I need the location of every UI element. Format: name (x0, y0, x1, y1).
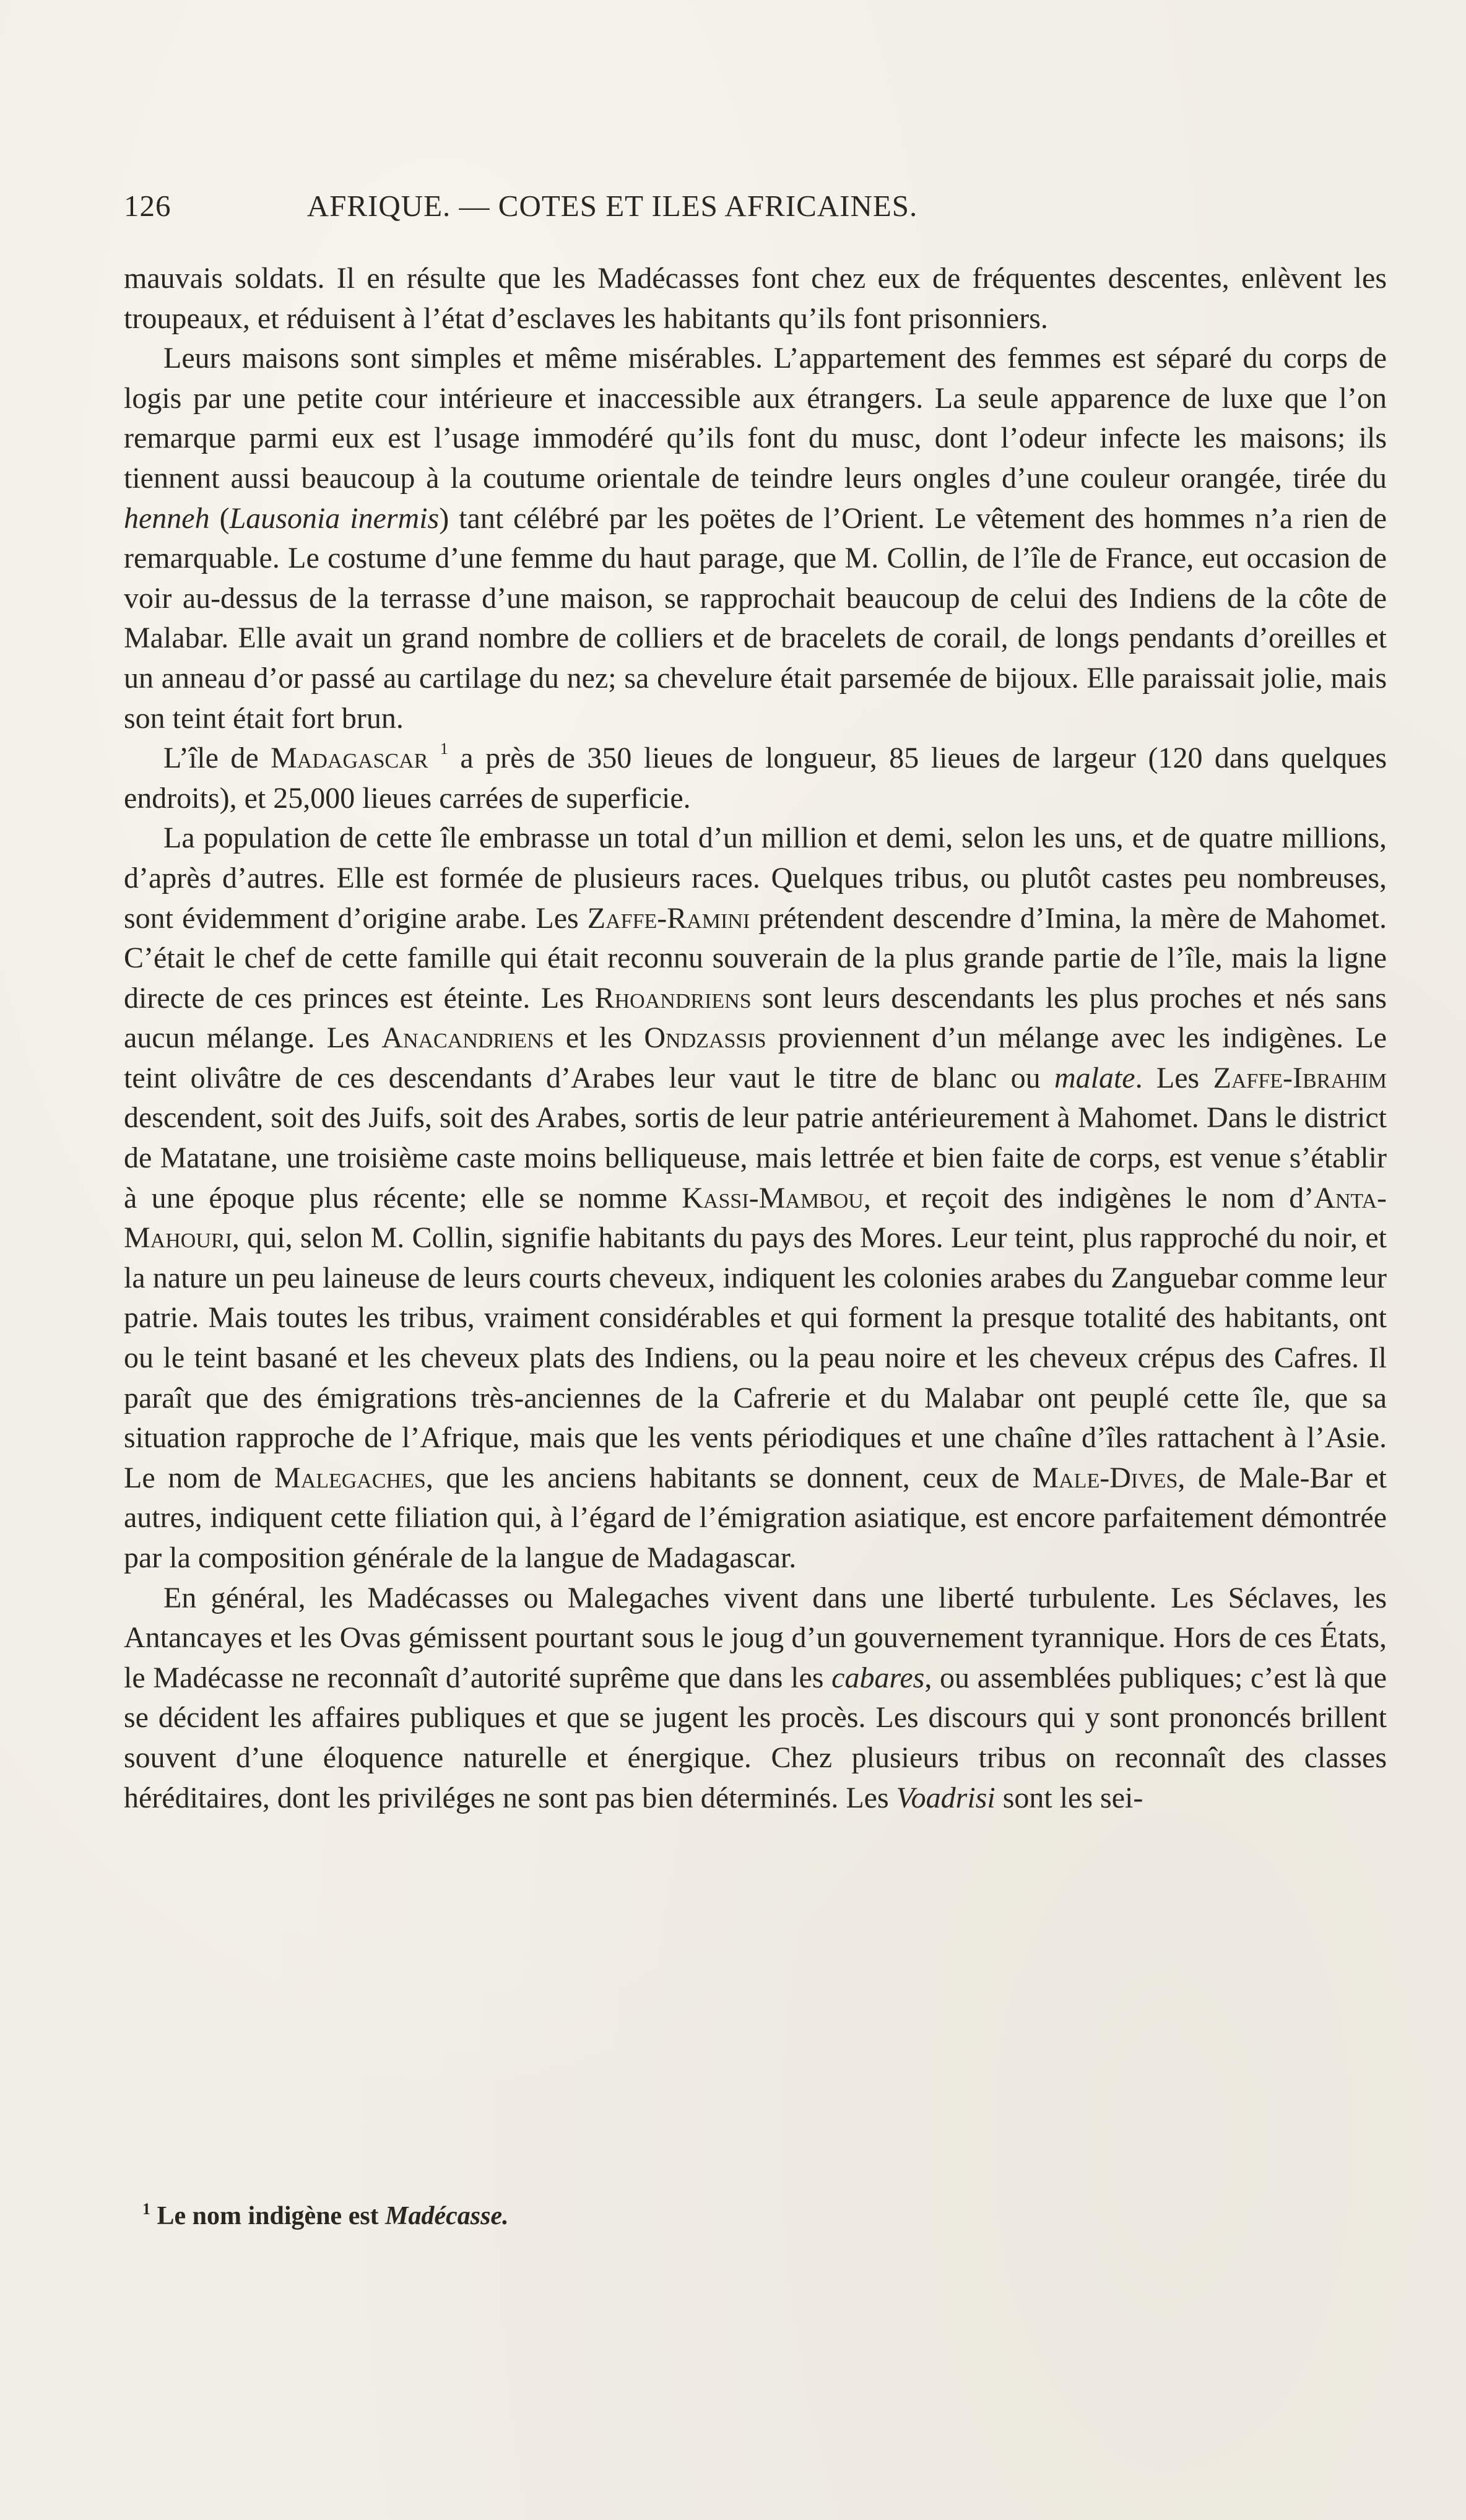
paragraph-3: L’île de Madagascar $^1$ a près de 350 lieues de longueur, 85 lieues de largeur (120 dans quelques endroits), et 25,000 lieues carrées de superficie. (124, 740, 1387, 815)
term-madagascar: Madagascar (271, 742, 428, 775)
footnote-term: Madécasse. (385, 2202, 509, 2230)
term-henneh: henneh (124, 501, 210, 535)
footnote-reference: 1 (440, 740, 448, 758)
term-kassi-mambou: Kassi-Mambou (682, 1181, 864, 1215)
page-number: 126 (124, 189, 171, 223)
running-title: AFRIQUE. — COTES ET ILES AFRICAINES. (306, 189, 918, 223)
term-lausonia-inermis: Lausonia inermis (229, 501, 440, 535)
term-malegaches: Malegaches (274, 1461, 426, 1494)
footnote-marker: 1 (142, 2200, 150, 2218)
term-zaffe-ibrahim: Zaffe-Ibrahim (1213, 1061, 1387, 1094)
paragraph-1: mauvais soldats. Il en résulte que les Madécasses font chez eux de fréquentes descentes, enlèvent les troupeaux, et réduisent à l’état d’esclaves les habitants qu’ils font prisonniers. (124, 262, 1387, 335)
term-cabares: cabares (831, 1661, 925, 1694)
footnote (142, 2197, 1071, 2235)
term-ondzassis: Ondzassis (644, 1021, 766, 1055)
paragraph-2: Leurs maisons sont simples et même misérables. L’appartement des femmes est séparé du corps de logis par une petite cour intérieure et inaccessible aux étrangers. La seule apparence de luxe que l’on remarque parmi eux est l’usage immodéré qu’ils font du musc, dont l’odeur infecte les maisons; ils tiennent aussi beaucoup à la coutume orientale de teindre leurs ongles d’une couleur orangée, tirée du henneh (Lausonia inermis) tant célébré par les poëtes de l’Orient. Le vêtement des hommes n’a rien de remarquable. Le costume d’une femme du haut parage, que M. Collin, de l’île de France, eut occasion de voir au-dessus de la terrasse d’une maison, se rapprochait beaucoup de celui des Indiens de la côte de Malabar. Elle avait un grand nombre de colliers et de bracelets de corail, de longs pendants d’oreilles et un anneau d’or passé au cartilage du nez; sa chevelure était parsemée de bijoux. Elle paraissait jolie, mais son teint était fort brun. (124, 342, 1387, 735)
paragraph-4: La population de cette île embrasse un total d’un million et demi, selon les uns, et de quatre millions, d’après d’autres. Elle est formée de plusieurs races. Quelques tribus, ou plutôt castes peu nombreuses, sont évidemment d’origine arabe. Les Zaffe-Ramini prétendent descendre d’Imina, la mère de Mahomet. C’était le chef de cette famille qui était reconnu souverain de la plus grande partie de l’île, mais la ligne directe de ces princes est éteinte. Les Rhoandriens sont leurs descendants les plus proches et nés sans aucun mélange. Les Anacandriens et les Ondzassis proviennent d’un mélange avec les indigènes. Le teint olivâtre de ces descendants d’Arabes leur vaut le titre de blanc ou malate. Les Zaffe-Ibrahim descendent, soit des Juifs, soit des Arabes, sortis de leur patrie antérieurement à Mahomet. Dans le district de Matatane, une troisième caste moins belliqueuse, mais lettrée et bien faite de corps, est venue s’établir à une époque plus récente; elle se nomme Kassi-Mambou, et reçoit des indigènes le nom d’Anta-Mahouri, qui, selon M. Collin, signifie habitants du pays des Mores. Leur teint, plus rapproché du noir, et la nature un peu laineuse de leurs courts cheveux, indiquent les colonies arabes du Zanguebar comme leur patrie. Mais toutes les tribus, vraiment considérables et qui forment la presque totalité des habitants, ont ou le teint basané et les cheveux plats des Indiens, ou la peau noire et les cheveux crépus des Cafres. Il paraît que des émigrations très-anciennes de la Cafrerie et du Malabar ont peuplé cette île, que sa situation rapproche de l’Afrique, mais que les vents périodiques et une chaîne d’îles rattachent à l’Asie. Le nom de Malegaches, que les anciens habitants se donnent, ceux de Male-Dives, de Male-Bar et autres, indiquent cette filiation qui, à l’égard de l’émigration asiatique, est encore parfaitement démontrée par la composition générale de la langue de Madagascar. (124, 821, 1387, 1574)
term-anacandriens: Anacandriens (381, 1021, 554, 1055)
footnote-text: Le nom indigène est (150, 2202, 386, 2230)
paragraph-5: En général, les Madécasses ou Malegaches vivent dans une liberté turbulente. Les Séclaves, les Antancayes et les Ovas gémissent pourtant sous le joug d’un gouvernement tyrannique. Hors de ces États, le Madécasse ne reconnaît d’autorité suprême que dans les cabares, ou assemblées publiques; c’est là que se décident les affaires publiques et que se jugent les procès. Les discours qui y sont prononcés brillent souvent d’une éloquence naturelle et énergique. Chez plusieurs tribus on reconnaît des classes héréditaires, dont les priviléges ne sont pas bien déterminés. Les Voadrisi sont les sei- (124, 1581, 1387, 1814)
running-head (124, 184, 1101, 228)
term-zaffe-ramini: Zaffe-Ramini (587, 901, 750, 935)
term-anta-mahouri: Anta-Mahouri (124, 1181, 1387, 1255)
term-male-dives: Male-Dives (1032, 1461, 1178, 1494)
term-malate: malate (1054, 1061, 1135, 1094)
body-text (124, 259, 1387, 1818)
term-rhoandriens: Rhoandriens (594, 981, 752, 1015)
term-voadrisi: Voadrisi (896, 1781, 995, 1814)
